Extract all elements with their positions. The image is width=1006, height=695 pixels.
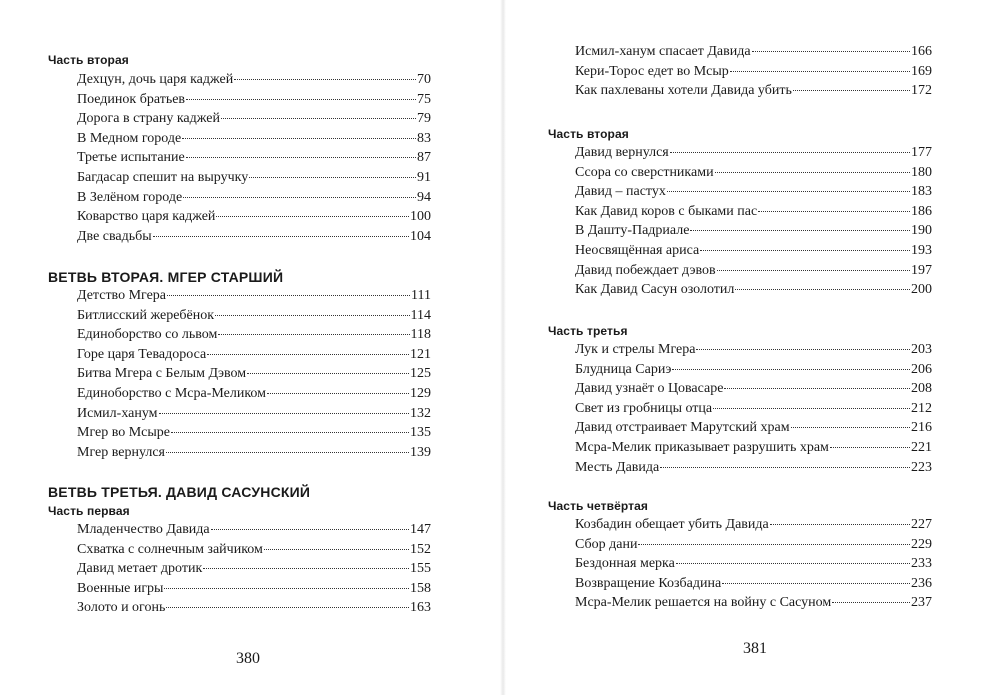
toc-entry-title: Бездонная мерка xyxy=(575,556,675,572)
toc-list-part-two xyxy=(77,72,431,248)
toc-entry xyxy=(575,243,932,263)
right-page xyxy=(503,0,1006,695)
page-number: 380 xyxy=(236,650,260,667)
toc-entry-title: Две свадьбы xyxy=(77,228,152,244)
dot-leader xyxy=(830,447,910,448)
dot-leader xyxy=(267,393,409,394)
toc-entry-title: Мсра-Мелик приказывает разрушить храм xyxy=(575,439,829,455)
toc-entry-page: 216 xyxy=(911,420,932,436)
toc-entry-page: 139 xyxy=(410,444,431,460)
toc-entry-page: 132 xyxy=(410,405,431,421)
toc-entry xyxy=(575,83,932,103)
dot-leader xyxy=(167,295,410,296)
toc-entry-title: Как Давид Сасун озолотил xyxy=(575,282,735,298)
toc-entry-page: 180 xyxy=(911,164,932,180)
toc-entry xyxy=(575,44,932,64)
toc-entry-title: Третье испытание xyxy=(77,150,185,166)
toc-entry-page: 227 xyxy=(911,517,932,532)
dot-leader xyxy=(700,250,910,251)
toc-entry-page: 87 xyxy=(417,150,431,166)
branch-heading-david: ВЕТВЬ ТРЕТЬЯ. ДАВИД САСУНСКИЙ xyxy=(48,484,311,500)
toc-entry xyxy=(77,229,431,249)
toc-entry-title: В Дашту-Падриале xyxy=(575,223,690,239)
toc-entry-page: 212 xyxy=(911,400,932,416)
toc-entry xyxy=(77,150,431,170)
toc-entry-page: 236 xyxy=(911,575,932,591)
toc-entry xyxy=(77,347,431,367)
toc-entry-page: 121 xyxy=(410,346,431,362)
toc-entry-title: Давид побеждает дэвов xyxy=(575,262,716,278)
toc-entry-title: Кери-Торос едет во Мсыр xyxy=(575,63,729,79)
toc-entry-page: 135 xyxy=(410,425,431,441)
toc-entry-title: Козбадин обещает убить Давида xyxy=(575,517,769,532)
toc-entry xyxy=(77,288,431,308)
dot-leader xyxy=(249,177,416,178)
toc-entry-page: 166 xyxy=(911,44,932,59)
toc-entry xyxy=(77,600,431,620)
toc-entry-title: Месть Давида xyxy=(575,459,660,475)
dot-leader xyxy=(758,211,910,212)
toc-entry-page: 200 xyxy=(911,282,932,298)
toc-entry-page: 229 xyxy=(911,536,932,552)
dot-leader xyxy=(713,408,910,409)
dot-leader xyxy=(203,568,409,569)
toc-entry-page: 158 xyxy=(410,580,431,596)
toc-entry-title: Горе царя Тевадороса xyxy=(77,346,207,362)
dot-leader xyxy=(166,607,409,608)
toc-entry-page: 237 xyxy=(911,595,932,611)
toc-entry-page: 75 xyxy=(417,91,431,107)
toc-entry-page: 223 xyxy=(911,459,932,475)
toc-entry-title: Лук и стрелы Мгера xyxy=(575,342,696,357)
toc-entry-title: Блудница Сариэ xyxy=(575,361,672,377)
toc-entry xyxy=(575,362,932,382)
toc-entry xyxy=(77,425,431,445)
toc-entry-title: Давид узнаёт о Цовасаре xyxy=(575,381,724,397)
dot-leader xyxy=(717,270,910,271)
toc-list-branch-two xyxy=(77,288,431,464)
toc-entry xyxy=(77,111,431,131)
toc-entry-title: Мгер во Мсыре xyxy=(77,425,171,441)
toc-entry xyxy=(575,342,932,362)
toc-entry xyxy=(575,420,932,440)
toc-entry-title: Давид отстраивает Марутский храм xyxy=(575,420,790,436)
dot-leader xyxy=(182,138,416,139)
dot-leader xyxy=(247,373,409,374)
dot-leader xyxy=(832,602,910,603)
dot-leader xyxy=(638,544,910,545)
dot-leader xyxy=(159,413,409,414)
toc-entry-page: 152 xyxy=(410,541,431,557)
dot-leader xyxy=(234,79,416,80)
toc-entry-title: Мсра-Мелик решается на войну с Сасуном xyxy=(575,595,832,611)
toc-entry-page: 172 xyxy=(911,83,932,99)
toc-entry-page: 190 xyxy=(911,223,932,239)
toc-entry-page: 91 xyxy=(417,169,431,185)
dot-leader xyxy=(207,354,409,355)
section-heading-part-one: Часть первая xyxy=(48,504,130,518)
toc-entry-title: Дорога в страну каджей xyxy=(77,111,220,127)
dot-leader xyxy=(672,369,910,370)
toc-entry xyxy=(77,542,431,562)
toc-list-part-three xyxy=(575,342,932,479)
dot-leader xyxy=(696,349,910,350)
toc-entry-title: Давид метает дротик xyxy=(77,561,203,577)
toc-entry-title: Давид вернулся xyxy=(575,145,669,160)
toc-entry xyxy=(77,386,431,406)
toc-entry-page: 155 xyxy=(410,561,431,577)
toc-entry-title: Золото и огонь xyxy=(77,600,166,616)
toc-entry-title: В Зелёном городе xyxy=(77,189,183,205)
toc-entry xyxy=(77,190,431,210)
dot-leader xyxy=(186,157,416,158)
dot-leader xyxy=(735,289,910,290)
toc-entry-page: 100 xyxy=(410,209,431,225)
toc-entry-title: Единоборство с Мсра-Меликом xyxy=(77,385,267,401)
dot-leader xyxy=(216,216,409,217)
toc-entry-title: Младенчество Давида xyxy=(77,522,210,537)
dot-leader xyxy=(171,432,409,433)
toc-entry-page: 206 xyxy=(911,361,932,377)
section-heading-part-two: Часть вторая xyxy=(548,127,629,141)
toc-entry-title: Свет из гробницы отца xyxy=(575,400,713,416)
dot-leader xyxy=(153,236,409,237)
toc-entry-title: Как пахлеваны хотели Давида убить xyxy=(575,83,792,99)
dot-leader xyxy=(186,99,416,100)
dot-leader xyxy=(660,467,910,468)
toc-entry-page: 193 xyxy=(911,242,932,258)
toc-entry xyxy=(77,170,431,190)
toc-entry-page: 221 xyxy=(911,439,932,455)
toc-entry-page: 163 xyxy=(410,600,431,616)
toc-entry-page: 129 xyxy=(410,385,431,401)
toc-entry-title: Схватка с солнечным зайчиком xyxy=(77,541,263,557)
dot-leader xyxy=(770,524,910,525)
dot-leader xyxy=(264,549,409,550)
toc-list-part-four xyxy=(575,517,932,615)
toc-entry xyxy=(77,92,431,112)
toc-entry-page: 203 xyxy=(911,342,932,357)
toc-entry-page: 70 xyxy=(417,72,431,87)
toc-entry-title: Давид – пастух xyxy=(575,184,666,200)
toc-entry xyxy=(575,223,932,243)
toc-list-continued xyxy=(575,44,932,103)
dot-leader xyxy=(164,588,409,589)
toc-entry xyxy=(575,204,932,224)
toc-entry xyxy=(77,366,431,386)
page-number: 381 xyxy=(743,640,767,657)
toc-entry xyxy=(575,184,932,204)
toc-entry xyxy=(77,209,431,229)
toc-entry-title: Багдасар спешит на выручку xyxy=(77,169,249,185)
toc-entry-title: Битлисский жеребёнок xyxy=(77,307,215,323)
dot-leader xyxy=(724,388,910,389)
dot-leader xyxy=(715,172,910,173)
toc-entry xyxy=(77,131,431,151)
toc-entry-title: Коварство царя каджей xyxy=(77,209,216,225)
toc-entry-title: Военные игры xyxy=(77,580,164,596)
toc-entry xyxy=(575,165,932,185)
toc-entry xyxy=(77,561,431,581)
toc-entry xyxy=(575,576,932,596)
toc-entry-page: 197 xyxy=(911,262,932,278)
toc-entry-title: Дехцун, дочь царя каджей xyxy=(77,72,234,87)
toc-entry xyxy=(575,401,932,421)
toc-entry-page: 83 xyxy=(417,130,431,146)
toc-entry xyxy=(77,308,431,328)
toc-entry-title: Ссора со сверстниками xyxy=(575,164,714,180)
toc-entry-page: 111 xyxy=(411,288,431,303)
toc-entry-title: Исмил-ханум xyxy=(77,405,158,421)
toc-list-part-one xyxy=(77,522,431,620)
toc-entry-page: 104 xyxy=(410,228,431,244)
toc-entry xyxy=(575,282,932,302)
dot-leader xyxy=(722,583,910,584)
toc-entry xyxy=(575,145,932,165)
toc-entry-title: Мгер вернулся xyxy=(77,444,165,460)
toc-entry-title: Возвращение Козбадина xyxy=(575,575,722,591)
dot-leader xyxy=(211,529,409,530)
dot-leader xyxy=(221,118,416,119)
dot-leader xyxy=(215,315,409,316)
dot-leader xyxy=(793,90,910,91)
toc-entry xyxy=(575,460,932,480)
dot-leader xyxy=(166,452,409,453)
toc-entry-title: Как Давид коров с быками пас xyxy=(575,203,758,219)
toc-entry-title: Поединок братьев xyxy=(77,91,186,107)
toc-entry-page: 125 xyxy=(410,366,431,382)
toc-entry xyxy=(77,522,431,542)
dot-leader xyxy=(791,427,910,428)
toc-entry-title: Сбор дани xyxy=(575,536,638,552)
toc-entry xyxy=(575,263,932,283)
dot-leader xyxy=(667,191,910,192)
toc-entry-page: 118 xyxy=(410,327,431,343)
toc-entry xyxy=(77,327,431,347)
toc-entry xyxy=(575,595,932,615)
toc-entry xyxy=(575,556,932,576)
dot-leader xyxy=(752,51,910,52)
dot-leader xyxy=(690,230,910,231)
toc-entry-page: 208 xyxy=(911,381,932,397)
toc-entry-page: 169 xyxy=(911,63,932,79)
branch-heading-mger: ВЕТВЬ ВТОРАЯ. МГЕР СТАРШИЙ xyxy=(48,269,284,285)
dot-leader xyxy=(670,152,910,153)
dot-leader xyxy=(730,71,910,72)
toc-entry-title: Неосвящённая ариса xyxy=(575,242,700,258)
toc-entry-page: 94 xyxy=(417,189,431,205)
dot-leader xyxy=(676,563,910,564)
toc-entry xyxy=(575,64,932,84)
dot-leader xyxy=(183,197,416,198)
section-heading-part-two: Часть вторая xyxy=(48,53,129,67)
toc-list-part-two xyxy=(575,145,932,302)
toc-entry-page: 183 xyxy=(911,184,932,200)
dot-leader xyxy=(218,334,409,335)
toc-entry-page: 147 xyxy=(410,522,431,537)
toc-entry-page: 233 xyxy=(911,556,932,572)
toc-entry-page: 186 xyxy=(911,203,932,219)
toc-entry-title: В Медном городе xyxy=(77,130,182,146)
toc-entry-title: Единоборство со львом xyxy=(77,327,218,343)
section-heading-part-three: Часть третья xyxy=(548,324,628,338)
toc-entry-title: Битва Мгера с Белым Дэвом xyxy=(77,366,247,382)
toc-entry-page: 79 xyxy=(417,111,431,127)
toc-entry xyxy=(575,381,932,401)
toc-entry xyxy=(77,581,431,601)
toc-entry xyxy=(575,440,932,460)
toc-entry xyxy=(77,445,431,465)
toc-entry-page: 114 xyxy=(410,307,431,323)
toc-entry xyxy=(77,72,431,92)
toc-entry-page: 177 xyxy=(911,145,932,160)
section-heading-part-four: Часть четвёртая xyxy=(548,499,649,513)
toc-entry xyxy=(575,537,932,557)
toc-entry xyxy=(77,406,431,426)
toc-entry-title: Детство Мгера xyxy=(77,288,167,303)
toc-entry-title: Исмил-ханум спасает Давида xyxy=(575,44,751,59)
toc-entry xyxy=(575,517,932,537)
